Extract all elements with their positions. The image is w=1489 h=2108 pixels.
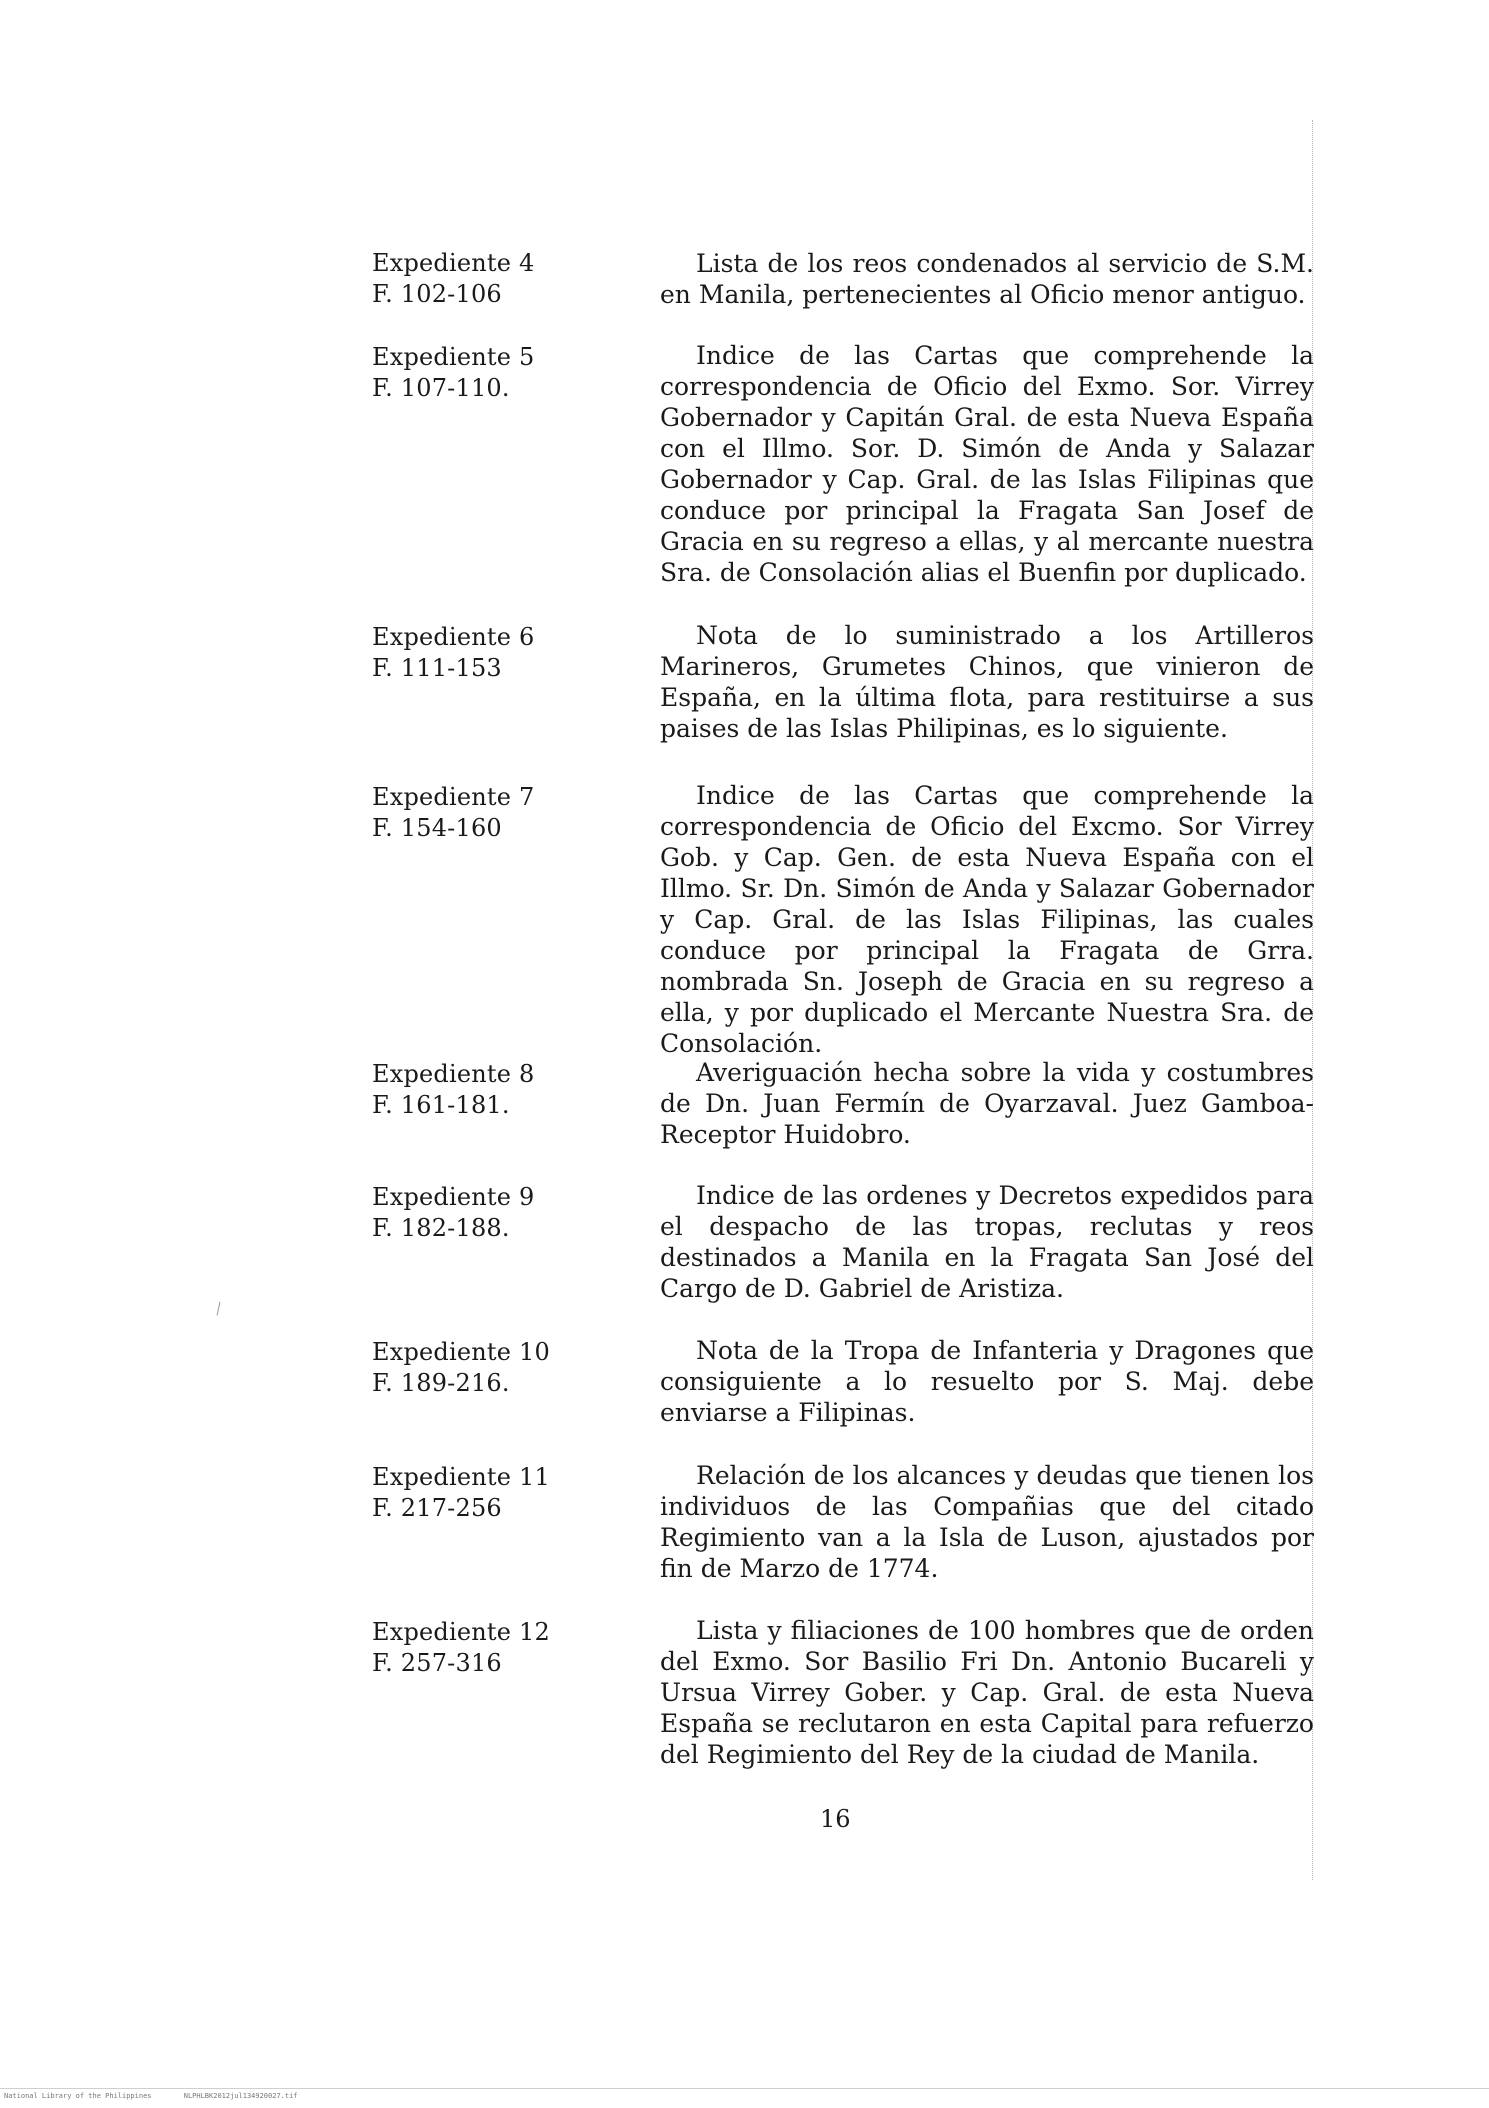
footer-rule <box>0 2088 1489 2089</box>
folio-range: F. 217-256 <box>372 1494 502 1522</box>
expediente-label: Expediente 11 <box>372 1463 550 1491</box>
expediente-label: Expediente 8 <box>372 1060 535 1088</box>
entry-reference <box>372 342 652 404</box>
folio-range: F. 154-160 <box>372 814 502 842</box>
expediente-label: Expediente 4 <box>372 249 535 277</box>
folio-range: F. 111-153 <box>372 654 502 682</box>
entry-reference <box>372 1337 652 1399</box>
expediente-label: Expediente 6 <box>372 623 535 651</box>
footer-filename: NLPHLBK2012jul134920027.tif <box>183 2092 298 2100</box>
folio-range: F. 257-316 <box>372 1649 502 1677</box>
entry-reference <box>372 1182 652 1244</box>
entry-reference <box>372 248 652 310</box>
expediente-label: Expediente 9 <box>372 1183 535 1211</box>
entry-description: Indice de las ordenes y Decretos expedidos para el despacho de las tropas, reclutas y reos destinados a Manila en la Fragata San José del Cargo de D. Gabriel de Aristiza. <box>660 1181 1314 1303</box>
folio-range: F. 161-181. <box>372 1091 510 1119</box>
entry-reference <box>372 1617 652 1679</box>
entry-description: Indice de las Cartas que comprehende la correspondencia de Oficio del Excmo. Sor Virrey Gob. y Cap. Gen. de esta Nueva España con el Illmo. Sr. Dn. Simón de Anda y Salazar Gobernador y Cap. Gral. de las Islas Filipinas, las cuales conduce por principal la Fragata de Grra. nombrada Sn. Joseph de Gracia en su regreso a ella, y por duplicado el Mercante Nuestra Sra. de Consolación. <box>660 781 1314 1058</box>
page-number: 16 <box>820 1805 851 1833</box>
entry-description: Nota de la Tropa de Infanteria y Dragones que consiguiente a lo resuelto por S. Maj. debe enviarse a Filipinas. <box>660 1336 1314 1427</box>
folio-range: F. 107-110. <box>372 374 510 402</box>
entry-description: Lista y filiaciones de 100 hombres que de orden del Exmo. Sor Basilio Fri Dn. Antonio Bucareli y Ursua Virrey Gober. y Cap. Gral. de esta Nueva España se reclutaron en esta Capital para refuerzo del Regimiento del Rey de la ciudad de Manila. <box>660 1616 1314 1769</box>
entry-reference <box>372 782 652 844</box>
entry-reference <box>372 622 652 684</box>
entry-reference <box>372 1462 652 1524</box>
expediente-label: Expediente 7 <box>372 783 535 811</box>
footer-library: National Library of the Philippines <box>4 2092 152 2100</box>
expediente-label: Expediente 5 <box>372 343 535 371</box>
folio-range: F. 102-106 <box>372 280 502 308</box>
expediente-label: Expediente 10 <box>372 1338 550 1366</box>
scan-footer <box>4 2092 326 2100</box>
entry-description: Lista de los reos condenados al servicio de S.M. en Manila, pertenecientes al Oficio menor antiguo. <box>660 249 1314 309</box>
folio-range: F. 182-188. <box>372 1214 510 1242</box>
entry-reference <box>372 1059 652 1121</box>
entry-description: Relación de los alcances y deudas que tienen los individuos de las Compañias que del citado Regimiento van a la Isla de Luson, ajustados por fin de Marzo de 1774. <box>660 1461 1314 1583</box>
folio-range: F. 189-216. <box>372 1369 510 1397</box>
stray-ink-mark <box>217 1302 225 1317</box>
entry-description: Indice de las Cartas que comprehende la correspondencia de Oficio del Exmo. Sor. Virrey Gobernador y Capitán Gral. de esta Nueva España con el Illmo. Sor. D. Simón de Anda y Salazar Gobernador y Cap. Gral. de las Islas Filipinas que conduce por principal la Fragata San Josef de Gracia en su regreso a ellas, y al mercante nuestra Sra. de Consolación alias el Buenfin por duplicado. <box>660 341 1314 587</box>
entry-description: Nota de lo suministrado a los Artilleros Marineros, Grumetes Chinos, que vinieron de España, en la última flota, para restituirse a sus paises de las Islas Philipinas, es lo siguiente. <box>660 621 1314 743</box>
expediente-label: Expediente 12 <box>372 1618 550 1646</box>
entry-description: Averiguación hecha sobre la vida y costumbres de Dn. Juan Fermín de Oyarzaval. Juez Gamboa-Receptor Huidobro. <box>660 1058 1314 1149</box>
